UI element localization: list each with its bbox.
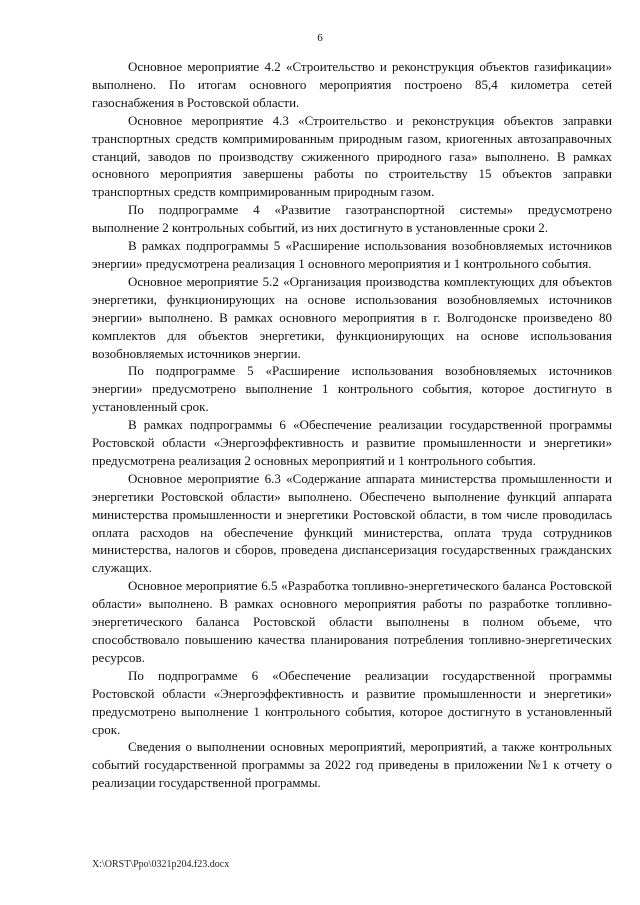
- document-body: [92, 58, 612, 792]
- paragraph: Основное мероприятие 6.5 «Разработка топливно-энергетического баланса Ростовской области» выполнено. В рамках основного мероприятия работы по разработке топливно-энергетического баланса Ростовской области выполнены в полном объеме, что способствовало повышению качества планирования потребления топливно-энергетических ресурсов.: [92, 578, 612, 665]
- paragraph: По подпрограмме 4 «Развитие газотранспортной системы» предусмотрено выполнение 2 контрольных событий, из них достигнуто в установленные сроки 2.: [92, 202, 612, 236]
- paragraph: Основное мероприятие 5.2 «Организация производства комплектующих для объектов энергетики, функционирующих на основе использования возобновляемых источников энергии» выполнено. В рамках основного мероприятия в г. Волгодонске произведено 80 комплектов для объектов энергетики, функционирующих на основе использования возобновляемых источников энергии.: [92, 273, 612, 361]
- paragraph: В рамках подпрограммы 5 «Расширение использования возобновляемых источников энергии» предусмотрена реализация 1 основного мероприятия и 1 контрольного события.: [92, 238, 612, 271]
- paragraph: Основное мероприятие 4.3 «Строительство и реконструкция объектов заправки транспортных средств компримированным природным газом, криогенных автозаправочных станций, заводов по производству сжиженного природного газа» выполнено. В рамках основного мероприятия завершены работы по строительству 15 объектов заправки транспортных средств компримированным природным газом.: [92, 112, 612, 200]
- paragraph: В рамках подпрограммы 6 «Обеспечение реализации государственной программы Ростовской области «Энергоэффективность и развитие промышленности и энергетики» предусмотрена реализация 2 основных мероприятий и 1 контрольного события.: [92, 417, 612, 468]
- paragraph: Сведения о выполнении основных мероприятий, мероприятий, а также контрольных событий государственной программы за 2022 год приведены в приложении №1 к отчету о реализации государственной программы.: [92, 739, 612, 791]
- page-number: 6: [317, 32, 323, 44]
- paragraph: По подпрограмме 5 «Расширение использования возобновляемых источников энергии» предусмотрено выполнение 1 контрольного события, которое достигнуто в установленный срок.: [92, 363, 612, 415]
- file-path-footer: X:\ORST\Ppo\0321p204.f23.docx: [92, 859, 230, 870]
- paragraph: По подпрограмме 6 «Обеспечение реализации государственной программы Ростовской области «Энергоэффективность и развитие промышленности и энергетики» предусмотрено выполнение 1 контрольного события, которое достигнуто в установленный срок.: [92, 667, 612, 737]
- paragraph: Основное мероприятие 4.2 «Строительство и реконструкция объектов газификации» выполнено. По итогам основного мероприятия построено 85,4 километра сетей газоснабжения в Ростовской области.: [92, 59, 612, 110]
- paragraph: Основное мероприятие 6.3 «Содержание аппарата министерства промышленности и энергетики Ростовской области» выполнено. Обеспечено выполнение функций аппарата министерства промышленности и энергетики Ростовской области, в том числе проводилась оплата расходов на обеспечение функций министерства, оплата труда сотрудников министерства, налогов и сборов, проведена диспансеризация государственных гражданских служащих.: [92, 470, 612, 576]
